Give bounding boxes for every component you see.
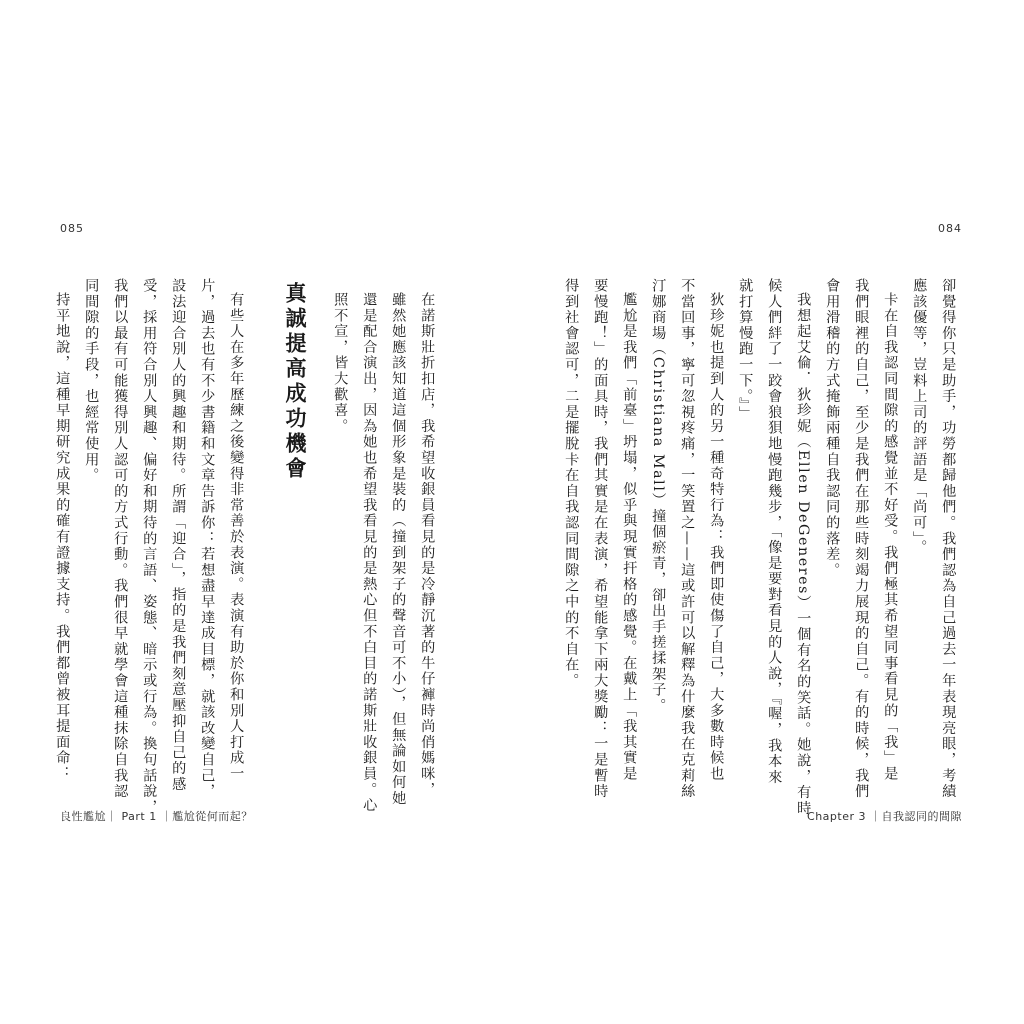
left-body-line: 我們以最有可能獲得別人認可的方式行動。我們很早就學會這種抹除自我認 bbox=[112, 278, 129, 800]
right-body-line: 得到社會認可，二是擺脫卡在自我認同間隙之中的不自在。 bbox=[563, 278, 580, 689]
left-quote-line: 在諾斯壯折扣店，我希望收銀員看見的是冷靜沉著的牛仔褲時尚俏媽咪， bbox=[419, 292, 436, 798]
right-page-number: 084 bbox=[938, 222, 962, 235]
left-body-line: 同間隙的手段，也經常使用。 bbox=[83, 278, 100, 484]
left-body-line: 受，採用符合別人興趣、偏好和期待的言語、姿態、暗示或行為。換句話說， bbox=[141, 278, 158, 816]
left-quote-line: 還是配合演出，因為她也希望我看見的是熱心但不白目的諾斯壯收銀員。心 bbox=[361, 292, 378, 814]
section-heading: 真誠提高成功機會 bbox=[283, 282, 307, 482]
right-body-line: 不當回事，寧可忽視疼痛，一笑置之——這或許可以解釋為什麼我在克莉絲 bbox=[679, 278, 696, 800]
left-quote-line: 雖然她應該知道這個形象是裝的（撞到架子的聲音可不小），但無論如何她 bbox=[390, 292, 407, 807]
right-page-footer: Chapter 3 ｜自我認同的間隙 bbox=[807, 810, 962, 823]
right-body-line: 要慢跑！」的面具時，我們其實是在表演，希望能拿下兩大獎勵：一是暫時 bbox=[592, 278, 609, 800]
left-body-line: 持平地說，這種早期研究成果的確有證據支持。我們都曾被耳提面命： bbox=[54, 292, 71, 782]
right-body-line: 我想起艾倫．狄珍妮（Ellen DeGeneres）一個有名的笑話。她說，有時 bbox=[795, 292, 812, 817]
right-body-line: 就打算慢跑一下。』」 bbox=[737, 278, 754, 422]
left-body-line: 有些人在多年歷練之後變得非常善於表演。表演有助於你和別人打成一 bbox=[228, 292, 245, 782]
left-page-number: 085 bbox=[60, 222, 84, 235]
right-body-line: 卻覺得你只是助手，功勞都歸他們。我們認為自己過去一年表現亮眼，考績 bbox=[940, 278, 957, 800]
left-page-footer: 良性尷尬｜ Part 1 ｜尷尬從何而起？ bbox=[60, 810, 253, 823]
right-body-line: 候人們絆了一跤會狼狽地慢跑幾步，「像是要對看見的人說，『喔，我本來 bbox=[766, 278, 783, 786]
right-body-line: 會用滑稽的方式掩飾兩種自我認同的落差。 bbox=[824, 278, 841, 579]
right-body-line: 尷尬是我們「前臺」坍塌，似乎與現實扞格的感覺。在戴上「我其實是 bbox=[621, 292, 638, 782]
right-body-line: 卡在自我認同間隙的感覺並不好受。我們極其希望同事看見的「我」是 bbox=[882, 292, 899, 782]
right-body-line: 應該優等，豈料上司的評語是「尚可」。 bbox=[911, 278, 928, 556]
left-body-line: 片，過去也有不少書籍和文章告訴你：若想盡早達成目標，就該改變自己， bbox=[199, 278, 216, 800]
right-body-line: 我們眼裡的自己，至少是我們在那些時刻竭力展現的自己。有的時候，我們 bbox=[853, 278, 870, 800]
left-body-line: 設法迎合別人的興趣和期待。所謂「迎合」，指的是我們刻意壓抑自己的感 bbox=[170, 278, 187, 793]
right-body-line: 汀娜商場（Christiana Mall）撞個瘀青，卻出手搓揉架子。 bbox=[650, 278, 667, 714]
right-body-line: 狄珍妮也提到人的另一種奇特行為：我們即使傷了自己，大多數時候也 bbox=[708, 292, 725, 782]
left-quote-line: 照不宣，皆大歡喜。 bbox=[332, 292, 349, 435]
